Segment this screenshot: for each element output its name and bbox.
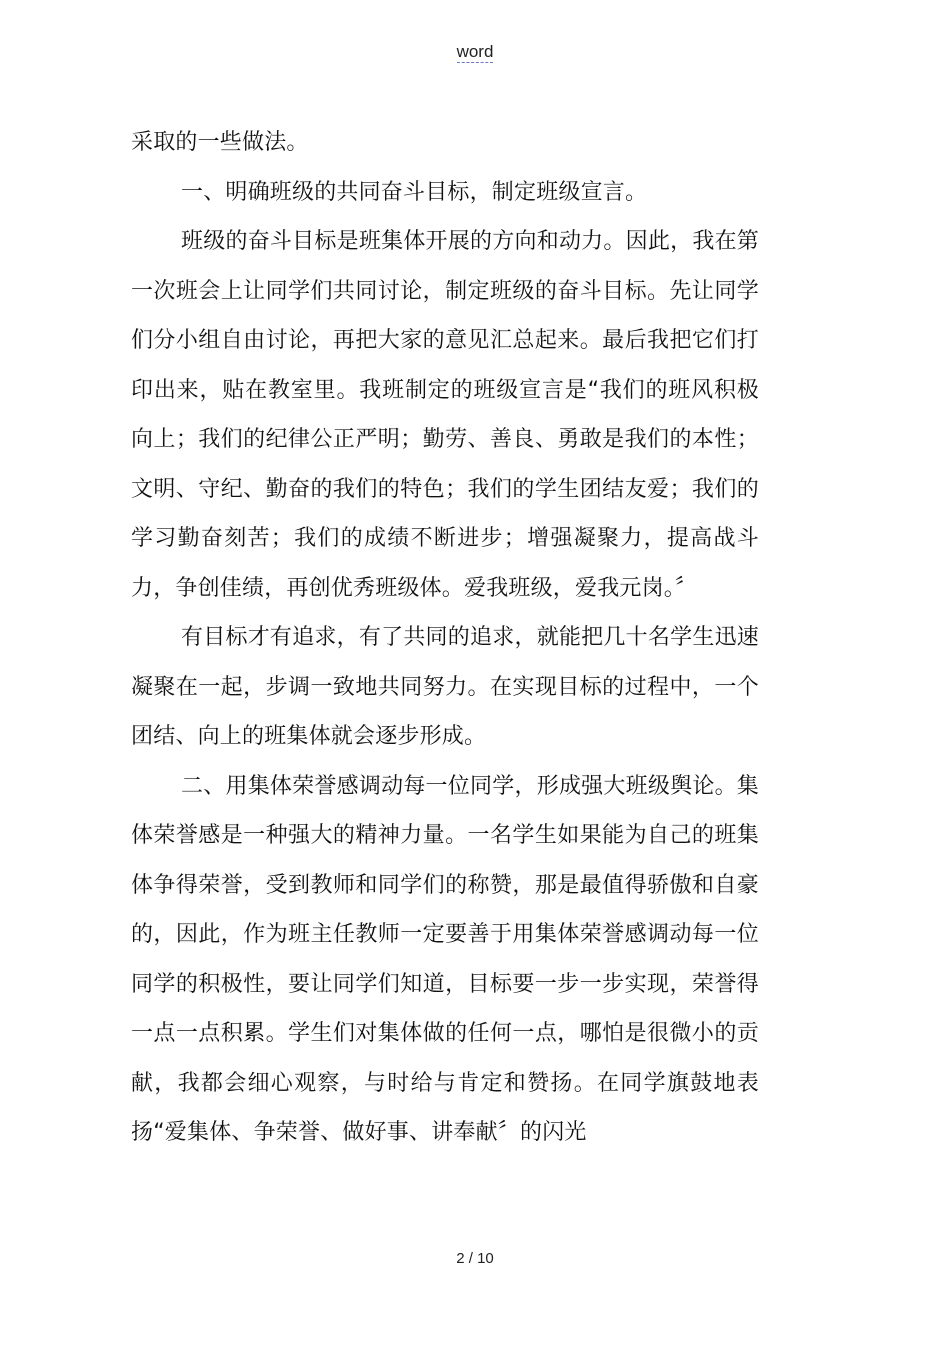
header-title: word (456, 42, 494, 61)
paragraph-3: 班级的奋斗目标是班集体开展的方向和动力。因此，我在第一次班会上让同学们共同讨论，制定班级的奋斗目标。先让同学们分小组自由讨论，再把大家的意见汇总起来。最后我把它们打印出来，贴在教室里。我班制定的班级宣言是“我们的班风积极向上；我们的纪律公正严明；勤劳、善良、勇敢是我们的本性；文明、守纪、勤奋的我们的特色；我们的学生团结友爱；我们的学习勤奋刻苦；我们的成绩不断进步；增强凝聚力，提高战斗力，争创佳绩，再创优秀班级体。爱我班级，爱我元岗。〞 (131, 229, 759, 601)
section-heading-1: 一、明确班级的共同奋斗目标，制定班级宣言。 (181, 179, 648, 205)
paragraph-4: 有目标才有追求，有了共同的追求，就能把几十名学生迅速凝聚在一起，步调一致地共同努力。在实现目标的过程中，一个团结、向上的班集体就会逐步形成。 (131, 625, 759, 749)
page-number: 2 / 10 (456, 1250, 494, 1267)
document-body (131, 118, 759, 1158)
paragraph-5: 二、用集体荣誉感调动每一位同学，形成强大班级舆论。集体荣誉感是一种强大的精神力量。一名学生如果能为自己的班集体争得荣誉，受到教师和同学们的称赞，那是最值得骄傲和自豪的，因此，作为班主任教师一定要善于用集体荣誉感调动每一位同学的积极性，要让同学们知道，目标要一步一步实现，荣誉得一点一点积累。学生们对集体做的任何一点，哪怕是很微小的贡献，我都会细心观察，与时给与肯定和赞扬。在同学旗鼓地表扬“爱集体、争荣誉、做好事、讲奉献〞的闪光 (131, 773, 759, 1145)
paragraph-1: 采取的一些做法。 (131, 130, 309, 155)
page-footer (0, 1250, 950, 1267)
page-header (0, 42, 950, 62)
